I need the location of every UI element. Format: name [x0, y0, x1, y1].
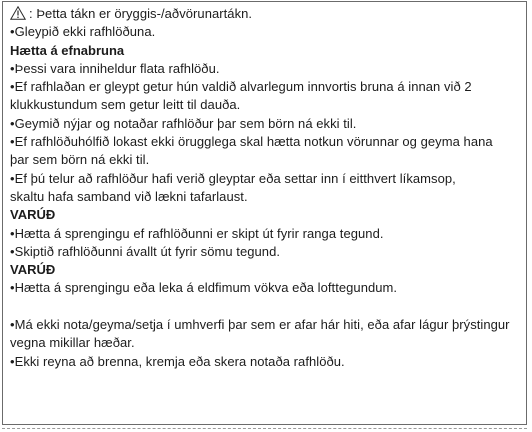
section-heading-chemical-burn: Hætta á efnabruna — [10, 42, 125, 58]
section-heading-caution: VARÚÐ — [10, 207, 56, 223]
list-item: •Ef rafhlöðuhólfið lokast ekki örugglega skal hætta notkun vörunnar og geyma hana þar sem börn ná ekki til. — [10, 134, 493, 168]
spacer — [10, 298, 522, 316]
notice-line: •Gleypið ekki rafhlöðuna. — [10, 24, 156, 40]
list-item: •Hætta á sprengingu ef rafhlöðunni er skipt út fyrir ranga tegund. — [10, 225, 384, 241]
list-item: •Ef þú telur að rafhlöður hafi verið gleyptar eða settar inn í eitthvert líkamsop, skaltu hafa samband við lækni tafarlaust. — [10, 170, 456, 204]
list-item: •Geymið nýjar og notaðar rafhlöður þar sem börn ná ekki til. — [10, 115, 357, 131]
notice-intro-text: : Þetta tákn er öryggis-/aðvörunartákn. — [29, 6, 253, 21]
notice-intro-line — [10, 5, 522, 23]
section-heading-caution: VARÚÐ — [10, 262, 56, 278]
notice-content — [10, 5, 522, 371]
list-item: •Þessi vara inniheldur flata rafhlöðu. — [10, 60, 220, 76]
list-item: •Ef rafhlaðan er gleypt getur hún valdið alvarlegum innvortis bruna á innan við 2 klukkustundum sem getur leitt til dauða. — [10, 79, 472, 113]
divider — [2, 428, 527, 429]
list-item: •Hætta á sprengingu eða leka á eldfimum vökva eða lofttegundum. — [10, 280, 398, 296]
list-item: •Ekki reyna að brenna, kremja eða skera notaða rafhlöðu. — [10, 353, 345, 369]
warning-triangle-icon — [10, 6, 26, 20]
list-item: •Má ekki nota/geyma/setja í umhverfi þar sem er afar hár hiti, eða afar lágur þrýstingur vegna mikillar hæðar. — [10, 317, 510, 351]
list-item: •Skiptið rafhlöðunni ávallt út fyrir sömu tegund. — [10, 243, 281, 259]
